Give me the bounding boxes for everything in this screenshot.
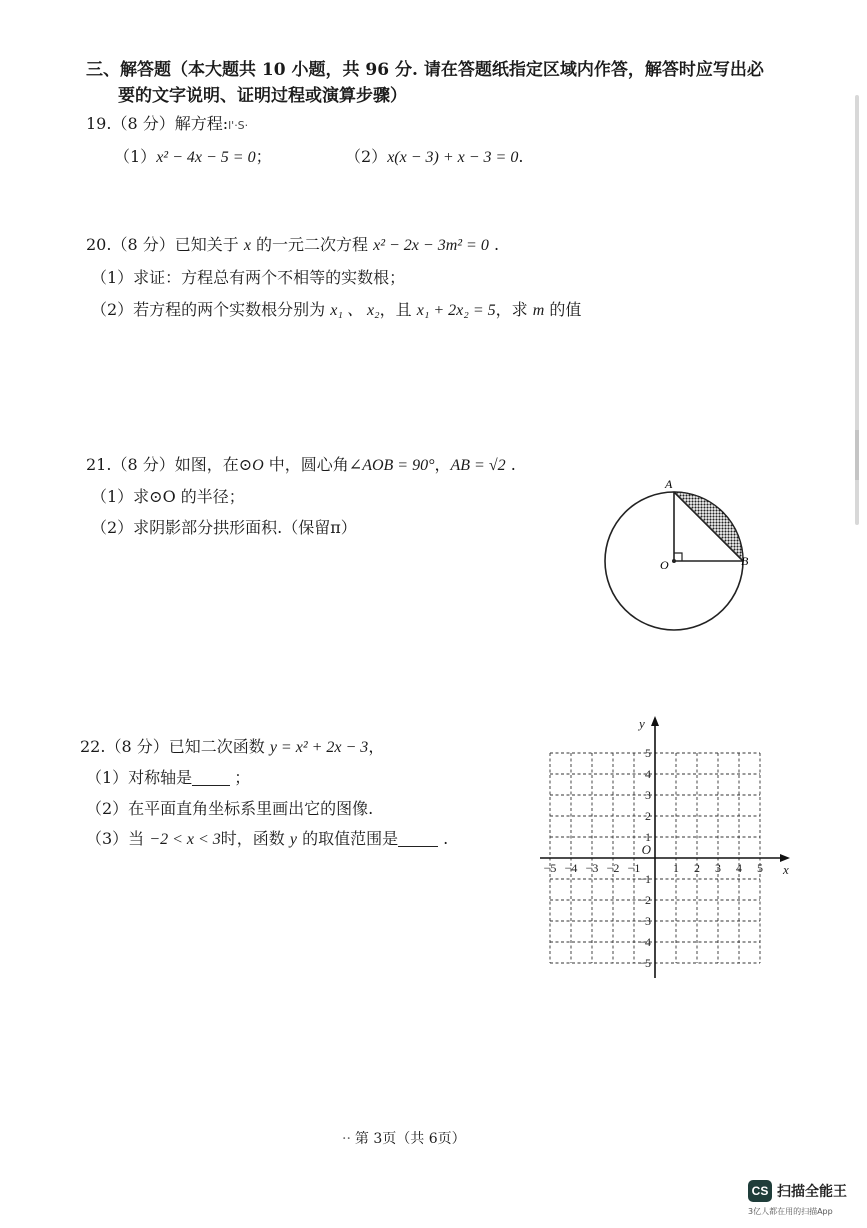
y-tick-label: −3 (638, 914, 651, 928)
footer-dots: ·· (342, 1131, 351, 1147)
question-21-part2: （2）求阴影部分拱形面积.（保留π） (91, 518, 357, 537)
x-axis-label: x (783, 862, 789, 877)
x-tick-label: −5 (543, 861, 557, 875)
handwritten-mark: l'·S· (228, 119, 249, 132)
punctuation: ， (368, 737, 385, 756)
x-tick-label: 2 (694, 861, 700, 875)
inequality: −2 < x < 3 (149, 831, 221, 848)
question-20-stem (86, 232, 499, 255)
question-19-prefix: 19.（8 分）解方程: (86, 114, 229, 133)
page-footer (342, 1128, 466, 1148)
scanner-tagline: 3亿人都在用的扫描App (748, 1207, 833, 1216)
stem-text: 20.（8 分）已知关于 (86, 235, 244, 254)
y-tick-label: 5 (645, 746, 651, 760)
y-tick-label: −4 (638, 935, 651, 949)
label-a: A (665, 477, 673, 491)
stem-text: ， (434, 455, 451, 474)
answer-blank (192, 769, 230, 786)
part-text: （2）若方程的两个实数根分别为 (91, 300, 331, 319)
question-19-part1 (114, 144, 272, 167)
x-tick-label: −4 (564, 861, 578, 875)
part-text: （3）当 (86, 829, 150, 848)
y-tick-label: −5 (638, 956, 651, 970)
scanner-logo-icon: CS (748, 1180, 772, 1202)
variable: y (289, 831, 297, 848)
punctuation: ； (255, 147, 272, 166)
variable: x (243, 237, 251, 254)
y-tick-label: 4 (645, 767, 651, 781)
question-22-stem (80, 734, 384, 757)
question-20-part1: （1）求证：方程总有两个不相等的实数根； (91, 268, 406, 287)
y-tick-label: −1 (638, 872, 651, 886)
part-label: （2） (345, 147, 388, 166)
label-b: B (741, 554, 749, 568)
part-text: ，求 (495, 300, 533, 319)
y-axis-label: y (639, 716, 645, 731)
question-19-stem (86, 111, 248, 134)
stem-text: 中，圆心角 (263, 455, 349, 474)
punctuation: . (488, 235, 500, 254)
x-tick-label: 4 (736, 861, 742, 875)
variable: m (532, 302, 545, 319)
x-tick-label: 1 (673, 861, 679, 875)
stem-text: 的一元二次方程 (250, 235, 374, 254)
x-tick-label: −3 (585, 861, 599, 875)
part-text: 的值 (544, 300, 582, 319)
roots: x₁ 、 x₂ (330, 302, 380, 319)
x-tick-label: −1 (627, 861, 641, 875)
punctuation: ； (234, 768, 251, 787)
punctuation: . (438, 829, 449, 848)
question-22-part1 (86, 765, 250, 788)
section-heading-line2: 要的文字说明、证明过程或演算步骤） (118, 86, 407, 106)
part-text: ，且 (379, 300, 417, 319)
part-text: （1）对称轴是 (86, 768, 193, 787)
x-axis-arrow (780, 854, 790, 862)
circle-sector-figure (598, 470, 758, 635)
function-expression: y = x² + 2x − 3 (269, 739, 369, 756)
angle-expression: ∠AOB = 90° (348, 457, 435, 474)
coordinate-grid (535, 710, 795, 985)
stem-text: 22.（8 分）已知二次函数 (80, 737, 270, 756)
y-tick-label: −2 (638, 893, 651, 907)
question-22-part3 (86, 826, 448, 849)
part-text: 时，函数 (220, 829, 290, 848)
equation: x² − 2x − 3m² = 0 (373, 237, 489, 254)
section-heading-line1: 三、解答题（本大题共 10 小题，共 96 分. 请在答题纸指定区域内作答，解答时应写出必 (86, 60, 764, 80)
answer-blank (398, 830, 438, 847)
origin-label: O (641, 842, 651, 857)
question-21-part1: （1）求⊙O 的半径； (91, 487, 245, 506)
question-20-part2 (91, 297, 581, 320)
x-tick-label: −2 (606, 861, 620, 875)
equation: x(x − 3) + x − 3 = 0 (387, 149, 519, 166)
x-tick-label: 3 (715, 861, 721, 875)
y-axis-arrow (651, 716, 659, 726)
condition: x₁ + 2x₂ = 5 (416, 302, 496, 319)
y-tick-label: 1 (645, 830, 651, 844)
chord-length: AB = √2 (450, 457, 506, 474)
page-number: 第 3页（共 6页） (354, 1131, 466, 1147)
label-o: O (660, 558, 669, 572)
equation: x² − 4x − 5 = 0 (156, 149, 256, 166)
y-tick-label: 3 (645, 788, 651, 802)
y-tick-label: 2 (645, 809, 651, 823)
stem-text: 21.（8 分）如图，在⊙ (86, 455, 253, 474)
question-21-stem (86, 452, 516, 475)
circle-name: O (252, 457, 264, 474)
scan-edge-shadow (855, 430, 859, 480)
scanner-app-name: 扫描全能王 (777, 1184, 847, 1200)
part-text: 的取值范围是 (296, 829, 399, 848)
punctuation: . (518, 147, 524, 166)
punctuation: . (505, 455, 516, 474)
question-19-part2 (345, 144, 523, 167)
x-tick-label: 5 (757, 861, 763, 875)
part-label: （1） (114, 147, 157, 166)
center-point (672, 559, 676, 563)
question-22-part2: （2）在平面直角坐标系里画出它的图像. (86, 799, 374, 818)
